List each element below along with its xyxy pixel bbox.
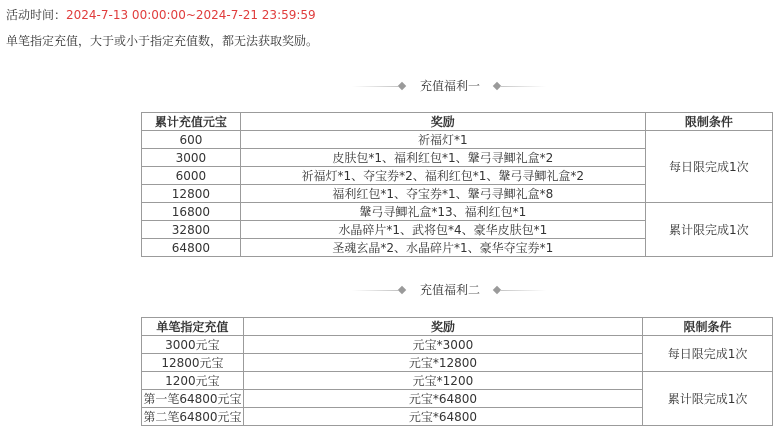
table-row: [142, 336, 773, 354]
reward-cell: 水晶碎片*1、武将包*4、豪华皮肤包*1: [240, 221, 645, 239]
diamond-icon: [398, 286, 406, 294]
reward-cell: 祈福灯*1: [240, 131, 645, 149]
divider-right: [500, 86, 546, 87]
table-row: [142, 131, 773, 149]
amount-cell: 12800元宝: [142, 354, 244, 372]
amount-cell: 32800: [142, 221, 241, 239]
diamond-icon: [398, 82, 406, 90]
limit-cell: 每日限完成1次: [643, 336, 773, 372]
section2-title: 充值福利二: [419, 283, 480, 297]
reward-cell: 祈福灯*1、夺宝券*2、福利红包*1、鞶弓寻鲫礼盒*2: [240, 167, 645, 185]
limit-cell: 累计限完成1次: [645, 203, 772, 257]
amount-cell: 1200元宝: [142, 372, 244, 390]
reward-cell: 鞶弓寻鲫礼盒*13、福利红包*1: [240, 203, 645, 221]
reward-cell: 圣魂玄晶*2、水晶碎片*1、豪华夺宝券*1: [240, 239, 645, 257]
reward-cell: 元宝*64800: [243, 408, 642, 426]
reward-cell: 福利红包*1、夺宝券*1、鞶弓寻鲫礼盒*8: [240, 185, 645, 203]
divider-left: [352, 86, 398, 87]
amount-cell: 3000: [142, 149, 241, 167]
header-limit: 限制条件: [643, 318, 773, 336]
header-limit: 限制条件: [645, 113, 772, 131]
header-reward: 奖励: [240, 113, 645, 131]
amount-cell: 12800: [142, 185, 241, 203]
activity-time: [6, 7, 316, 23]
reward-cell: 元宝*1200: [243, 372, 642, 390]
table-header-row: [142, 113, 773, 131]
header-amount: 单笔指定充值: [142, 318, 244, 336]
table-row: [142, 203, 773, 221]
activity-note: 单笔指定充值，大于或小于指定充值数，都无法获取奖励。: [6, 34, 319, 48]
amount-cell: 16800: [142, 203, 241, 221]
reward-cell: 元宝*64800: [243, 390, 642, 408]
amount-cell: 64800: [142, 239, 241, 257]
table-row: [142, 372, 773, 390]
amount-cell: 600: [142, 131, 241, 149]
section2-heading: [0, 280, 773, 300]
amount-cell: 6000: [142, 167, 241, 185]
reward-cell: 皮肤包*1、福利红包*1、鞶弓寻鲫礼盒*2: [240, 149, 645, 167]
recharge-table-2: [141, 317, 773, 426]
activity-time-value: 2024-7-13 00:00:00~2024-7-21 23:59:59: [66, 8, 316, 22]
header-reward: 奖励: [243, 318, 642, 336]
amount-cell: 3000元宝: [142, 336, 244, 354]
reward-cell: 元宝*12800: [243, 354, 642, 372]
section1-heading: [0, 76, 773, 96]
section1-title: 充值福利一: [419, 79, 480, 93]
table-header-row: [142, 318, 773, 336]
limit-cell: 累计限完成1次: [643, 372, 773, 426]
activity-time-label: 活动时间：: [6, 8, 67, 22]
recharge-table-1: [141, 112, 773, 257]
reward-cell: 元宝*3000: [243, 336, 642, 354]
amount-cell: 第一笔64800元宝: [142, 390, 244, 408]
amount-cell: 第二笔64800元宝: [142, 408, 244, 426]
limit-cell: 每日限完成1次: [645, 131, 772, 203]
divider-right: [500, 290, 546, 291]
divider-left: [352, 290, 398, 291]
header-amount: 累计充值元宝: [142, 113, 241, 131]
